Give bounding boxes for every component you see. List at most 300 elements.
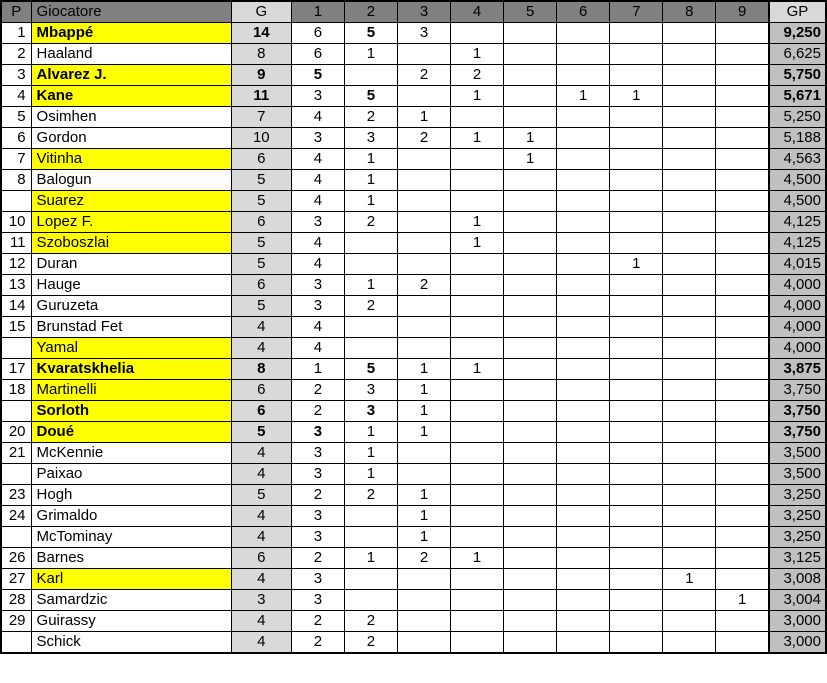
goals-cell: 5 [231, 422, 291, 443]
count-cell-5: 1 [504, 149, 557, 170]
count-cell-6 [557, 170, 610, 191]
count-cell-3: 1 [397, 107, 450, 128]
count-cell-3 [397, 86, 450, 107]
table-row [1, 86, 826, 107]
count-cell-5 [504, 296, 557, 317]
count-cell-9 [716, 233, 769, 254]
table-row [1, 527, 826, 548]
goals-cell: 6 [231, 380, 291, 401]
rank-cell [1, 338, 31, 359]
rank-cell: 4 [1, 86, 31, 107]
count-cell-4 [451, 380, 504, 401]
count-cell-3: 1 [397, 506, 450, 527]
count-cell-2: 1 [344, 422, 397, 443]
rank-cell: 21 [1, 443, 31, 464]
table-row [1, 338, 826, 359]
table-row [1, 128, 826, 149]
gp-cell: 3,250 [769, 485, 826, 506]
count-cell-1: 4 [291, 191, 344, 212]
count-cell-7: 1 [610, 86, 663, 107]
count-cell-8 [663, 632, 716, 654]
count-cell-2 [344, 254, 397, 275]
count-cell-2: 3 [344, 380, 397, 401]
count-cell-6 [557, 107, 610, 128]
count-cell-5 [504, 464, 557, 485]
count-cell-2 [344, 317, 397, 338]
count-cell-2 [344, 65, 397, 86]
goals-cell: 6 [231, 212, 291, 233]
count-cell-2: 1 [344, 149, 397, 170]
count-cell-4 [451, 170, 504, 191]
count-cell-8 [663, 401, 716, 422]
player-name-cell: Martinelli [31, 380, 231, 401]
count-cell-8 [663, 23, 716, 44]
count-cell-6: 1 [557, 86, 610, 107]
table-row [1, 107, 826, 128]
player-rows [1, 23, 826, 654]
count-cell-3: 1 [397, 380, 450, 401]
table-row [1, 632, 826, 654]
table-row [1, 443, 826, 464]
count-cell-7 [610, 317, 663, 338]
count-cell-3 [397, 170, 450, 191]
gp-cell: 6,625 [769, 44, 826, 65]
player-name-cell: Alvarez J. [31, 65, 231, 86]
gp-cell: 3,500 [769, 464, 826, 485]
count-cell-2: 3 [344, 401, 397, 422]
header-round-6: 6 [557, 1, 610, 23]
count-cell-8 [663, 611, 716, 632]
player-name-cell: Duran [31, 254, 231, 275]
count-cell-2: 2 [344, 296, 397, 317]
count-cell-1: 2 [291, 380, 344, 401]
count-cell-4 [451, 422, 504, 443]
count-cell-5 [504, 569, 557, 590]
gp-cell: 3,750 [769, 380, 826, 401]
player-name-cell: Kane [31, 86, 231, 107]
header-round-1: 1 [291, 1, 344, 23]
count-cell-3 [397, 632, 450, 654]
header-gp: GP [769, 1, 826, 23]
table-row [1, 485, 826, 506]
count-cell-9 [716, 464, 769, 485]
player-name-cell: Paixao [31, 464, 231, 485]
count-cell-3 [397, 254, 450, 275]
count-cell-2: 3 [344, 128, 397, 149]
count-cell-4 [451, 506, 504, 527]
count-cell-8 [663, 212, 716, 233]
rank-cell: 26 [1, 548, 31, 569]
rank-cell: 2 [1, 44, 31, 65]
table-row [1, 296, 826, 317]
count-cell-5 [504, 65, 557, 86]
count-cell-5: 1 [504, 128, 557, 149]
table-row [1, 422, 826, 443]
count-cell-2 [344, 233, 397, 254]
count-cell-1: 2 [291, 548, 344, 569]
rank-cell: 6 [1, 128, 31, 149]
player-name-cell: Grimaldo [31, 506, 231, 527]
count-cell-6 [557, 254, 610, 275]
rank-cell: 14 [1, 296, 31, 317]
count-cell-4 [451, 443, 504, 464]
count-cell-6 [557, 296, 610, 317]
goals-cell: 5 [231, 296, 291, 317]
player-name-cell: Yamal [31, 338, 231, 359]
count-cell-6 [557, 401, 610, 422]
count-cell-9 [716, 149, 769, 170]
rank-cell [1, 632, 31, 654]
count-cell-8 [663, 149, 716, 170]
count-cell-7 [610, 128, 663, 149]
count-cell-6 [557, 191, 610, 212]
goals-cell: 5 [231, 191, 291, 212]
count-cell-7 [610, 65, 663, 86]
count-cell-6 [557, 569, 610, 590]
count-cell-6 [557, 464, 610, 485]
player-name-cell: Gordon [31, 128, 231, 149]
count-cell-6 [557, 359, 610, 380]
count-cell-3: 1 [397, 401, 450, 422]
count-cell-1: 4 [291, 254, 344, 275]
gp-cell: 9,250 [769, 23, 826, 44]
count-cell-9 [716, 611, 769, 632]
header-round-2: 2 [344, 1, 397, 23]
count-cell-4 [451, 275, 504, 296]
count-cell-9 [716, 338, 769, 359]
goals-cell: 6 [231, 401, 291, 422]
count-cell-3 [397, 443, 450, 464]
count-cell-1: 3 [291, 275, 344, 296]
count-cell-4: 1 [451, 86, 504, 107]
gp-cell: 4,125 [769, 212, 826, 233]
count-cell-8 [663, 464, 716, 485]
count-cell-1: 1 [291, 359, 344, 380]
count-cell-4 [451, 401, 504, 422]
count-cell-9 [716, 527, 769, 548]
count-cell-8 [663, 527, 716, 548]
gp-cell: 3,000 [769, 611, 826, 632]
count-cell-5 [504, 86, 557, 107]
header-goals: G [231, 1, 291, 23]
count-cell-1: 2 [291, 401, 344, 422]
table-row [1, 23, 826, 44]
player-name-cell: Szoboszlai [31, 233, 231, 254]
count-cell-1: 3 [291, 296, 344, 317]
table-row [1, 233, 826, 254]
count-cell-7: 1 [610, 254, 663, 275]
table-row [1, 611, 826, 632]
count-cell-4 [451, 191, 504, 212]
player-name-cell: Suarez [31, 191, 231, 212]
gp-cell: 3,500 [769, 443, 826, 464]
count-cell-2: 5 [344, 359, 397, 380]
count-cell-7 [610, 233, 663, 254]
count-cell-8 [663, 317, 716, 338]
count-cell-4 [451, 317, 504, 338]
count-cell-1: 3 [291, 464, 344, 485]
player-name-cell: Hogh [31, 485, 231, 506]
goals-cell: 4 [231, 464, 291, 485]
count-cell-4 [451, 296, 504, 317]
rank-cell: 8 [1, 170, 31, 191]
count-cell-8 [663, 485, 716, 506]
player-name-cell: Balogun [31, 170, 231, 191]
count-cell-2: 2 [344, 632, 397, 654]
gp-cell: 3,750 [769, 401, 826, 422]
count-cell-5 [504, 443, 557, 464]
count-cell-4 [451, 254, 504, 275]
count-cell-2: 1 [344, 275, 397, 296]
goals-cell: 4 [231, 443, 291, 464]
count-cell-3 [397, 338, 450, 359]
count-cell-9 [716, 296, 769, 317]
player-name-cell: Doué [31, 422, 231, 443]
goals-cell: 4 [231, 632, 291, 654]
count-cell-6 [557, 233, 610, 254]
player-name-cell: Karl [31, 569, 231, 590]
count-cell-4: 1 [451, 233, 504, 254]
count-cell-8 [663, 275, 716, 296]
count-cell-2: 1 [344, 464, 397, 485]
count-cell-8 [663, 65, 716, 86]
count-cell-7 [610, 632, 663, 654]
count-cell-2: 1 [344, 443, 397, 464]
count-cell-7 [610, 569, 663, 590]
count-cell-1: 2 [291, 632, 344, 654]
count-cell-3 [397, 149, 450, 170]
count-cell-9 [716, 107, 769, 128]
count-cell-5 [504, 506, 557, 527]
goals-cell: 6 [231, 275, 291, 296]
gp-cell: 3,008 [769, 569, 826, 590]
count-cell-3: 3 [397, 23, 450, 44]
player-name-cell: Guruzeta [31, 296, 231, 317]
table-row [1, 506, 826, 527]
count-cell-8 [663, 296, 716, 317]
table-row [1, 590, 826, 611]
rank-cell: 5 [1, 107, 31, 128]
count-cell-5 [504, 233, 557, 254]
count-cell-8 [663, 422, 716, 443]
count-cell-7 [610, 422, 663, 443]
count-cell-6 [557, 590, 610, 611]
count-cell-5 [504, 632, 557, 654]
gp-cell: 4,000 [769, 275, 826, 296]
count-cell-7 [610, 23, 663, 44]
goals-cell: 5 [231, 170, 291, 191]
count-cell-8 [663, 338, 716, 359]
count-cell-9 [716, 569, 769, 590]
gp-cell: 5,750 [769, 65, 826, 86]
count-cell-9 [716, 380, 769, 401]
player-name-cell: Brunstad Fet [31, 317, 231, 338]
count-cell-9 [716, 443, 769, 464]
count-cell-3 [397, 464, 450, 485]
count-cell-6 [557, 611, 610, 632]
count-cell-6 [557, 527, 610, 548]
count-cell-4: 1 [451, 548, 504, 569]
count-cell-5 [504, 23, 557, 44]
player-name-cell: Schick [31, 632, 231, 654]
rank-cell: 28 [1, 590, 31, 611]
rank-cell: 23 [1, 485, 31, 506]
count-cell-4: 1 [451, 212, 504, 233]
rank-cell: 12 [1, 254, 31, 275]
count-cell-9: 1 [716, 590, 769, 611]
count-cell-3 [397, 191, 450, 212]
count-cell-4 [451, 632, 504, 654]
table-row [1, 275, 826, 296]
gp-cell: 4,500 [769, 170, 826, 191]
count-cell-6 [557, 317, 610, 338]
count-cell-3 [397, 317, 450, 338]
header-round-5: 5 [504, 1, 557, 23]
count-cell-1: 3 [291, 590, 344, 611]
count-cell-3 [397, 590, 450, 611]
count-cell-9 [716, 359, 769, 380]
count-cell-2: 2 [344, 107, 397, 128]
count-cell-3: 2 [397, 548, 450, 569]
goals-cell: 4 [231, 338, 291, 359]
count-cell-2 [344, 527, 397, 548]
count-cell-3: 2 [397, 65, 450, 86]
count-cell-5 [504, 254, 557, 275]
rank-cell [1, 191, 31, 212]
player-name-cell: Lopez F. [31, 212, 231, 233]
table-row [1, 401, 826, 422]
count-cell-8 [663, 107, 716, 128]
count-cell-6 [557, 44, 610, 65]
header-round-8: 8 [663, 1, 716, 23]
count-cell-7 [610, 212, 663, 233]
count-cell-2 [344, 569, 397, 590]
count-cell-1: 2 [291, 611, 344, 632]
count-cell-2 [344, 338, 397, 359]
count-cell-8 [663, 191, 716, 212]
goals-cell: 5 [231, 254, 291, 275]
count-cell-3 [397, 233, 450, 254]
count-cell-7 [610, 464, 663, 485]
count-cell-6 [557, 485, 610, 506]
count-cell-7 [610, 338, 663, 359]
count-cell-6 [557, 65, 610, 86]
count-cell-7 [610, 527, 663, 548]
count-cell-4 [451, 464, 504, 485]
count-cell-1: 3 [291, 527, 344, 548]
header-round-7: 7 [610, 1, 663, 23]
count-cell-4 [451, 149, 504, 170]
count-cell-3 [397, 212, 450, 233]
count-cell-8 [663, 590, 716, 611]
count-cell-2 [344, 590, 397, 611]
count-cell-8 [663, 86, 716, 107]
rank-cell: 27 [1, 569, 31, 590]
gp-cell: 3,250 [769, 527, 826, 548]
count-cell-8: 1 [663, 569, 716, 590]
table-row [1, 359, 826, 380]
count-cell-8 [663, 44, 716, 65]
count-cell-4: 1 [451, 44, 504, 65]
rank-cell: 18 [1, 380, 31, 401]
count-cell-6 [557, 212, 610, 233]
rank-cell: 20 [1, 422, 31, 443]
count-cell-7 [610, 149, 663, 170]
player-name-cell: Kvaratskhelia [31, 359, 231, 380]
count-cell-3: 1 [397, 527, 450, 548]
rank-cell: 13 [1, 275, 31, 296]
goals-cell: 4 [231, 506, 291, 527]
count-cell-2: 1 [344, 170, 397, 191]
count-cell-1: 3 [291, 443, 344, 464]
goals-cell: 5 [231, 485, 291, 506]
table-row [1, 191, 826, 212]
count-cell-9 [716, 170, 769, 191]
header-rank: P [1, 1, 31, 23]
goals-cell: 4 [231, 611, 291, 632]
count-cell-1: 3 [291, 86, 344, 107]
count-cell-6 [557, 548, 610, 569]
count-cell-7 [610, 548, 663, 569]
count-cell-7 [610, 443, 663, 464]
count-cell-9 [716, 212, 769, 233]
count-cell-8 [663, 233, 716, 254]
table-row [1, 380, 826, 401]
count-cell-5 [504, 359, 557, 380]
count-cell-9 [716, 422, 769, 443]
count-cell-8 [663, 170, 716, 191]
count-cell-1: 4 [291, 170, 344, 191]
goals-cell: 11 [231, 86, 291, 107]
table-row [1, 548, 826, 569]
count-cell-9 [716, 128, 769, 149]
count-cell-6 [557, 443, 610, 464]
count-cell-4 [451, 338, 504, 359]
count-cell-7 [610, 191, 663, 212]
count-cell-2: 2 [344, 485, 397, 506]
goals-cell: 10 [231, 128, 291, 149]
gp-cell: 3,000 [769, 632, 826, 654]
goals-cell: 5 [231, 233, 291, 254]
header-round-9: 9 [716, 1, 769, 23]
gp-cell: 4,563 [769, 149, 826, 170]
count-cell-8 [663, 548, 716, 569]
gp-cell: 5,188 [769, 128, 826, 149]
rank-cell [1, 464, 31, 485]
rank-cell: 17 [1, 359, 31, 380]
gp-cell: 4,000 [769, 338, 826, 359]
count-cell-8 [663, 254, 716, 275]
count-cell-1: 5 [291, 65, 344, 86]
rank-cell: 11 [1, 233, 31, 254]
count-cell-4 [451, 107, 504, 128]
count-cell-3 [397, 569, 450, 590]
player-name-cell: McTominay [31, 527, 231, 548]
count-cell-5 [504, 611, 557, 632]
count-cell-1: 4 [291, 149, 344, 170]
table-row [1, 149, 826, 170]
count-cell-8 [663, 359, 716, 380]
count-cell-7 [610, 506, 663, 527]
count-cell-3: 2 [397, 275, 450, 296]
count-cell-3 [397, 44, 450, 65]
gp-cell: 4,125 [769, 233, 826, 254]
player-name-cell: Haaland [31, 44, 231, 65]
goals-cell: 9 [231, 65, 291, 86]
count-cell-5 [504, 275, 557, 296]
header-round-4: 4 [451, 1, 504, 23]
count-cell-5 [504, 170, 557, 191]
